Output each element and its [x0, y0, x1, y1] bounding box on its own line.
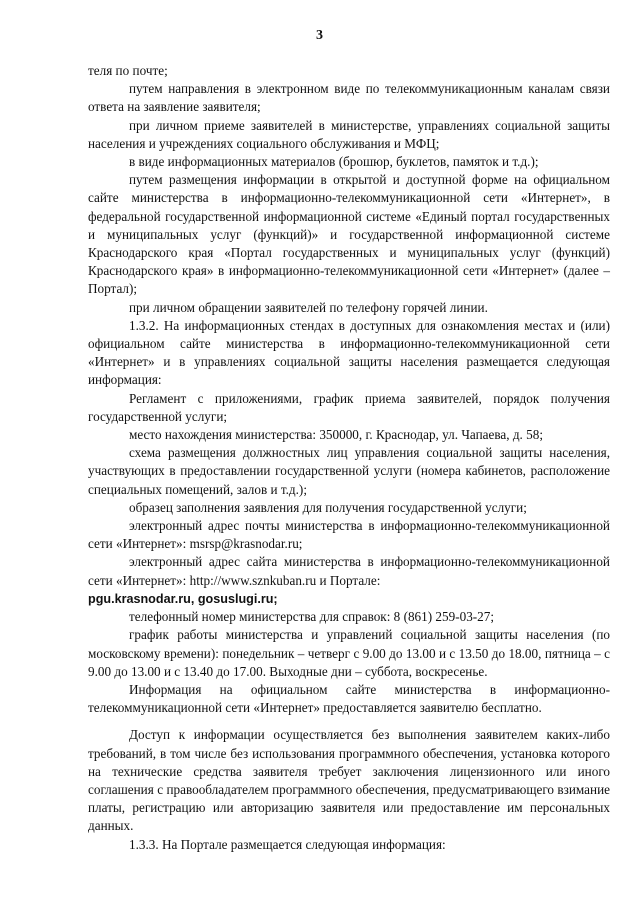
paragraph-phone: телефонный номер министерства для справок: 8 (861) 259-03-27;: [129, 609, 495, 625]
portal-links: pgu.krasnodar.ru, gosuslugi.ru;: [88, 591, 278, 606]
section-paragraph-1-3-2: 1.3.2. На информационных стендах в доступных для ознакомления местах и (или) официальном сайте министерства в информационно-телекоммуникационной сети «Интернет» и в управлениях социальной защиты населения размещается следующая информация:: [88, 317, 610, 388]
paragraph-schedule: график работы министерства и управлений социальной защиты населения (по московскому времени): понедельник – четверг с 9.00 до 13.00 и с 13.50 до 18.00, пятница – с 9.00 до 13.00 и с 13.40 до 17.00. Выходные дни – суббота, воскресенье.: [88, 627, 610, 679]
paragraph: образец заполнения заявления для получения государственной услуги;: [129, 499, 527, 515]
paragraph: теля по почте;: [88, 63, 168, 78]
paragraph: при личном приеме заявителей в министерстве, управлениях социальной защиты населения и учреждениях социального обслуживания и МФЦ;: [88, 117, 610, 151]
section-paragraph-1-3-3: 1.3.3. На Портале размещается следующая информация:: [129, 836, 446, 852]
paragraph: схема размещения должностных лиц управления социальной защиты населения, участвующих в предоставлении государственной услуги (номера кабинетов, расположение специальных помещений, залов и т.д.);: [88, 445, 610, 497]
document-body: [88, 62, 610, 854]
paragraph: путем размещения информации в открытой и доступной форме на официальном сайте министерства в информационно-телекоммуникационной сети «Интернет», в федеральной государственной информационной системе «Единый портал государственных и муниципальных услуг (функций)» и государственной информационной системе Краснодарского края «Портал государственных и муниципальных услуг (функций) Краснодарского края» в информационно-телекоммуникационной сети «Интернет» (далее – Портал);: [88, 172, 610, 297]
paragraph-email: электронный адрес почты министерства в информационно-телекоммуникационной сети «Интернет»: msrsp@krasnodar.ru;: [88, 518, 610, 552]
paragraph: при личном обращении заявителей по телефону горячей линии.: [129, 299, 488, 315]
paragraph: место нахождения министерства: 350000, г. Краснодар, ул. Чапаева, д. 58;: [129, 427, 543, 443]
paragraph: путем направления в электронном виде по телекоммуникационным каналам связи ответа на заявление заявителя;: [88, 81, 610, 115]
paragraph-website: электронный адрес сайта министерства в информационно-телекоммуникационной сети «Интернет»: http://www.sznkuban.ru и Портале:: [88, 554, 610, 588]
paragraph: Информация на официальном сайте министерства в информационно-телекоммуникационной сети «Интернет» предоставляется заявителю бесплатно.: [88, 681, 610, 716]
paragraph: Доступ к информации осуществляется без выполнения заявителем каких-либо требований, в том числе без использования программного обеспечения, установка которого на технические средства заявителя требует заключения лицензионного или иного соглашения с правообладателем программного обеспечения, предусматривающего взимание платы, регистрацию или авторизацию заявителя или предоставление им персональных данных.: [88, 727, 610, 834]
paragraph: Регламент с приложениями, график приема заявителей, порядок получения государственной услуги;: [88, 390, 610, 424]
paragraph: в виде информационных материалов (брошюр, буклетов, памяток и т.д.);: [129, 154, 539, 170]
page-number: 3: [316, 28, 323, 43]
